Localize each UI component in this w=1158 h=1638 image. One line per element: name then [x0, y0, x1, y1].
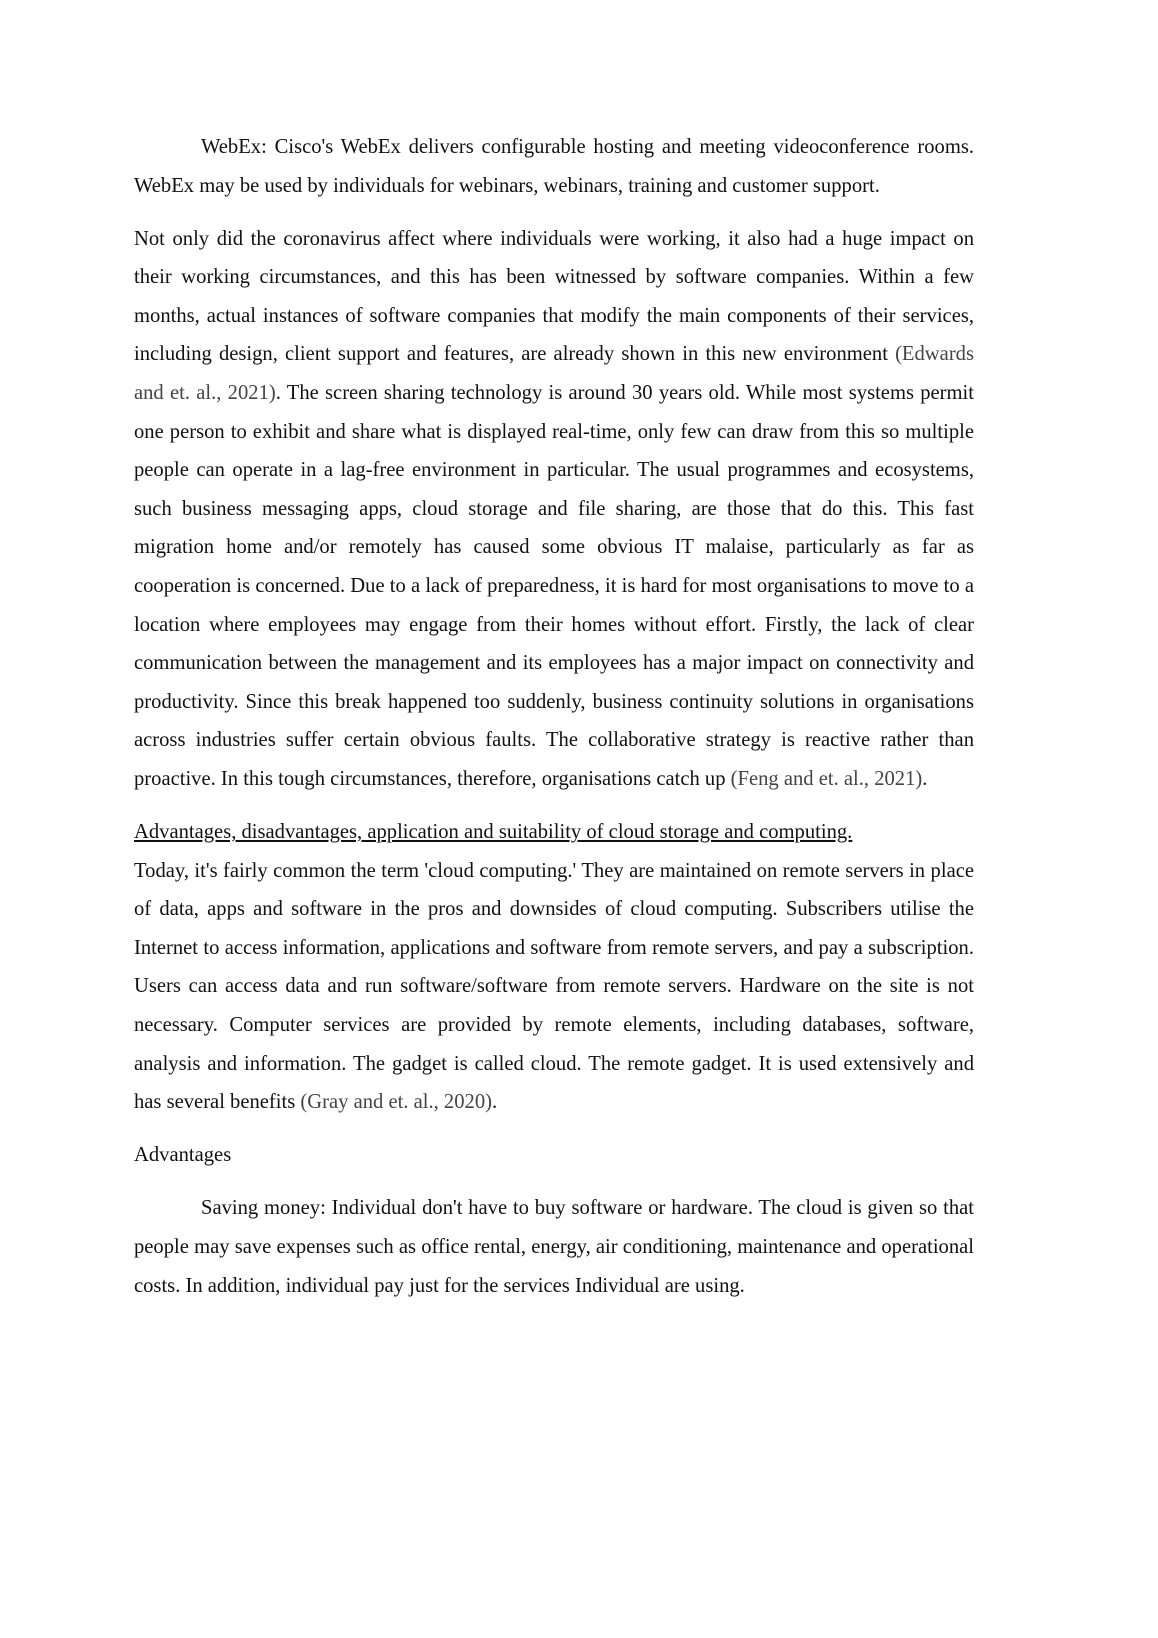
citation-feng: (Feng and et. al., 2021) — [730, 768, 923, 790]
section-heading-cloud: Advantages, disadvantages, application and suitability of cloud storage and computing. — [134, 821, 853, 844]
citation-gray: (Gray and et. al., 2020) — [300, 1091, 492, 1114]
text: Today, it's fairly common the term 'cloud computing.' They are maintained on remote servers in place of data, apps and software in the pros and downsides of cloud computing. Subscribers utilise the Internet to access information, applications and software from remote servers, and pay a subscription. Users can access data and run software/software from remote servers. Hardware on the site is not necessary. Computer services are provided by remote elements, including databases, software, analysis and information. The gadget is called cloud. The remote gadget. It is used extensively and has several benefits — [134, 859, 974, 1114]
text: Not only did the coronavirus affect where individuals were working, it also had a huge impact on their working circumstances, and this has been witnessed by software companies. Within a few months, actual instances of software companies that modify the main components of their services, including design, client support and features, are already shown in this new environment — [134, 227, 974, 366]
text: . — [922, 768, 928, 790]
citation-edwards: (Edwards and et. al., 2021) — [134, 343, 974, 405]
text: . The screen sharing technology is around 30 years old. While most systems permit one person to exhibit and share what is displayed real-time, only few can draw from this so multiple people can operate in a lag-free environment in particular. The usual programmes and ecosystems, such business messaging apps, cloud storage and file sharing, are those that do this. This fast migration home and/or remotely has caused some obvious IT malaise, particularly as far as cooperation is concerned. Due to a lack of preparedness, it is hard for most organisations to move to a location where employees may engage from their homes without effort. Firstly, the lack of clear communication between the management and its employees has a major impact on connectivity and productivity. Since this break happened too suddenly, business continuity solutions in organisations across industries suffer certain obvious faults. The collaborative strategy is reactive rather than proactive. In this tough circumstances, therefore, organisations catch up — [134, 382, 974, 790]
paragraph-coronavirus — [134, 220, 974, 799]
advantages-heading: Advantages — [134, 1144, 232, 1167]
paragraph-saving-money: Saving money: Individual don't have to buy software or hardware. The cloud is given so that people may save expenses such as office rental, energy, air conditioning, maintenance and operational costs. In addition, individual pay just for the services Individual are using. — [134, 1197, 974, 1297]
paragraph-cloud — [134, 852, 974, 1122]
text: . — [491, 1091, 498, 1114]
document-page — [134, 128, 974, 1305]
paragraph-webex: WebEx: Cisco's WebEx delivers configurable hosting and meeting videoconference rooms. WebEx may be used by individuals for webinars, webinars, training and customer support. — [134, 136, 974, 197]
